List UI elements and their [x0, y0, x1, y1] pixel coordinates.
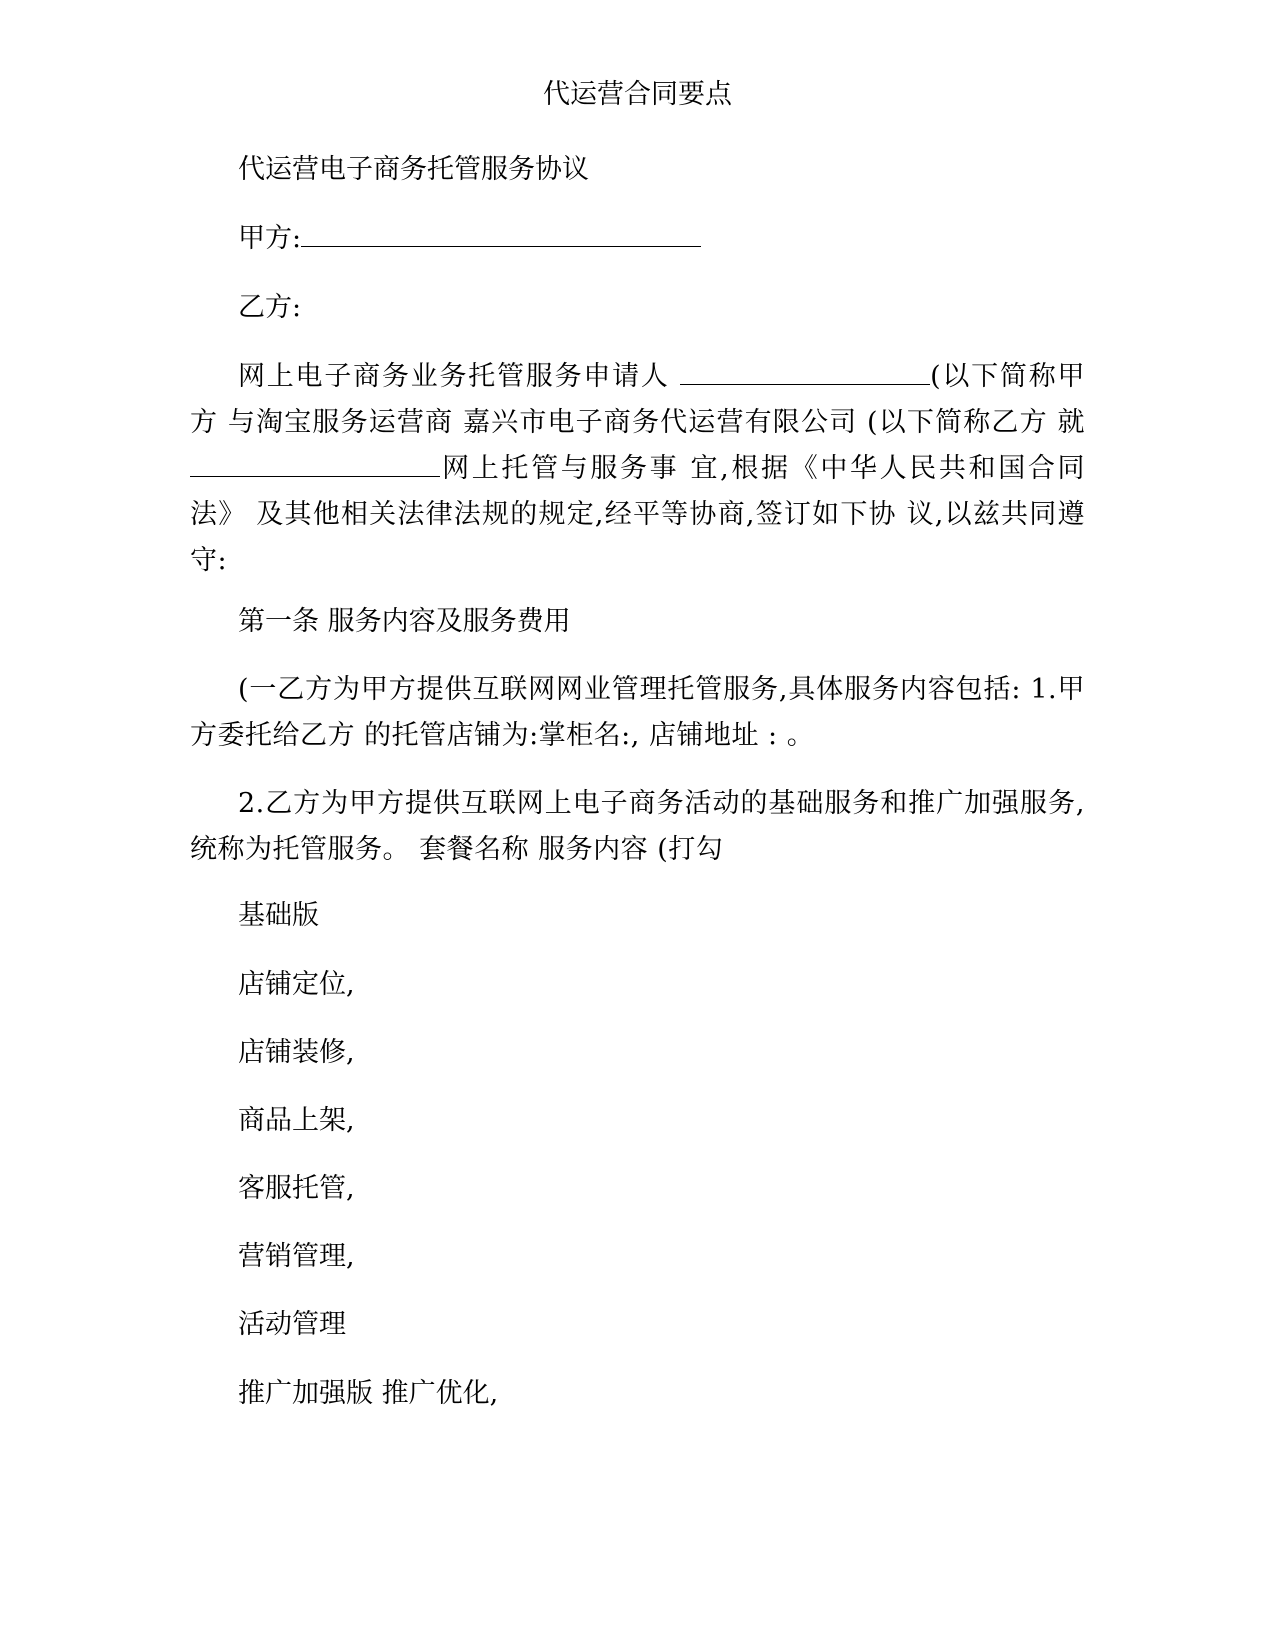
article-1-heading: 第一条 服务内容及服务费用	[238, 606, 571, 637]
clause-1: (一乙方为甲方提供互联网网业管理托管服务,具体服务内容包括: 1.甲方委托给乙方 的托管店铺为:掌柜名:, 店铺地址 : 。	[190, 674, 1085, 751]
list-item: 客服托管,	[238, 1173, 355, 1204]
service-blank	[190, 452, 440, 477]
promo-edition-line: 推广加强版 推广优化,	[238, 1378, 499, 1409]
party-a-line	[238, 222, 701, 256]
party-a-label: 甲方:	[238, 223, 302, 254]
intro-paragraph	[190, 354, 1085, 584]
list-item: 店铺装修,	[238, 1037, 355, 1068]
list-item: 店铺定位,	[238, 969, 355, 1000]
clause-2: 2.乙方为甲方提供互联网上电子商务活动的基础服务和推广加强服务,统称为托管服务。 套餐名称 服务内容 (打勾	[190, 788, 1085, 865]
basic-edition-label: 基础版	[238, 900, 319, 931]
agreement-subtitle: 代运营电子商务托管服务协议	[238, 154, 589, 185]
party-b-label: 乙方:	[238, 292, 302, 323]
list-item: 营销管理,	[238, 1241, 355, 1272]
list-item: 商品上架,	[238, 1105, 355, 1136]
list-item: 活动管理	[238, 1309, 346, 1340]
intro-part-1: 网上电子商务业务托管服务申请人	[238, 361, 670, 392]
applicant-blank	[680, 360, 930, 385]
party-a-blank	[301, 222, 701, 247]
page-title: 代运营合同要点	[543, 79, 732, 110]
intro-part-2: (以下简称甲方 与淘宝服务运营商 嘉兴市电子商务代运营有限公司 (以下简称乙方 就	[190, 361, 1085, 438]
intro-part-3: 网上托管与服务事 宜,根据《中华人民共和国合同法》 及其他相关法律法规的规定,经平等协商,签订如下协 议,以兹共同遵守:	[190, 453, 1085, 576]
